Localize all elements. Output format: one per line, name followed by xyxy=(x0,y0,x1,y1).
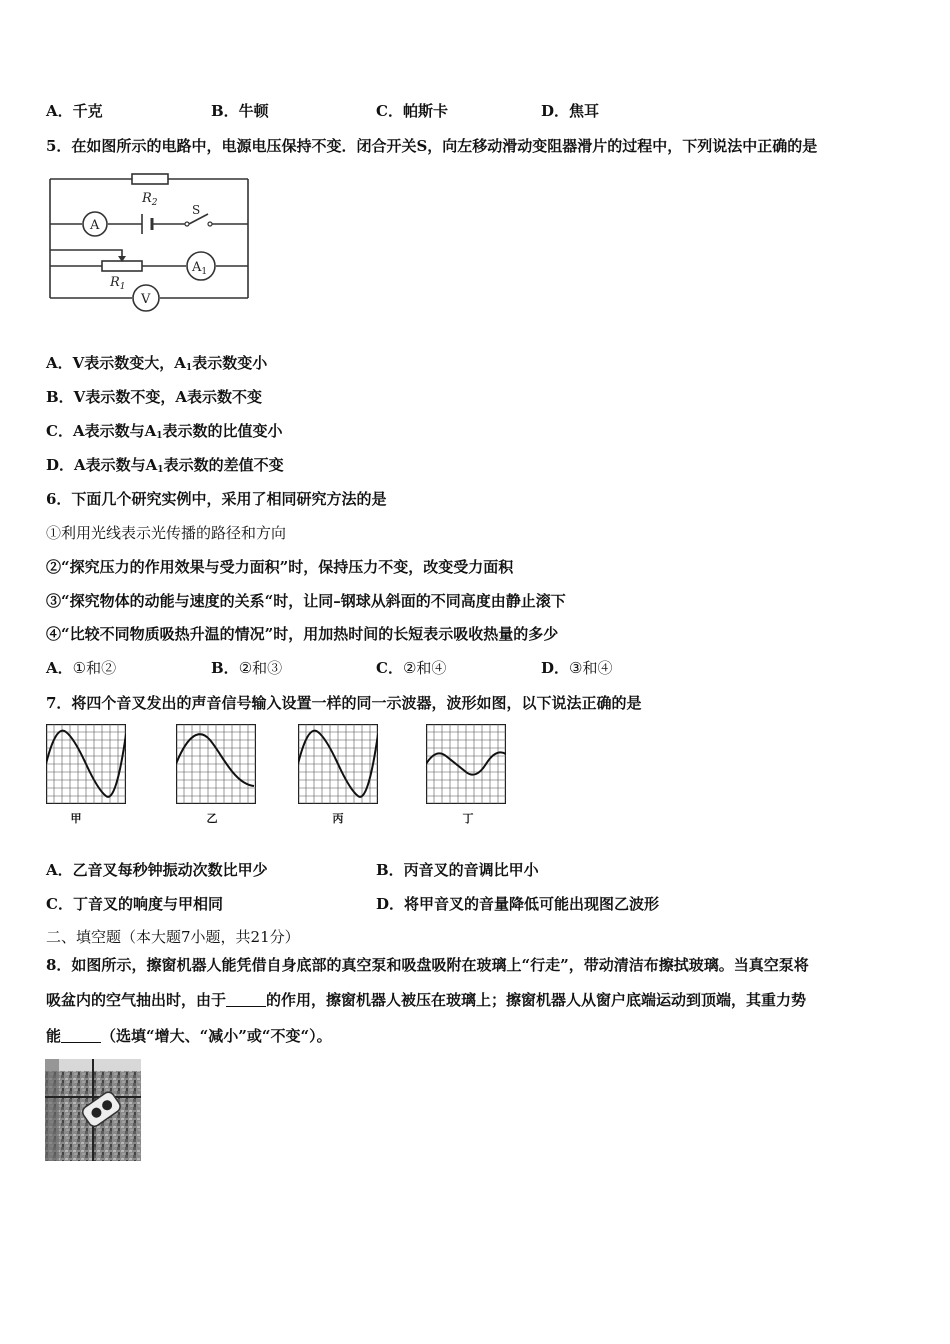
q5-option-b[interactable]: B．V表示数不变，A表示数不变 xyxy=(46,388,262,406)
label-a1: $A_1$ xyxy=(192,260,208,277)
q7-option-b[interactable]: B．丙音叉的音调比甲小 xyxy=(376,861,539,879)
scope-label-bing: 丙 xyxy=(332,812,344,825)
q5-option-c[interactable]: C．A表示数与$A_1$表示数的比值变小 xyxy=(46,422,283,441)
scope-label-jia: 甲 xyxy=(70,812,82,825)
q7-stem: 7．将四个音叉发出的声音信号输入设置一样的同一示波器，波形如图，以下说法正确的是 xyxy=(46,694,642,712)
label-a: A xyxy=(90,218,100,233)
q6-option-a[interactable]: A．①和② xyxy=(46,659,117,677)
q4-option-d[interactable]: D．焦耳 xyxy=(541,102,600,120)
label-s: S xyxy=(192,203,201,217)
q7-option-a[interactable]: A．乙音叉每秒钟振动次数比甲少 xyxy=(46,861,268,879)
section-title-fill-in: 二、填空题（本大题7小题，共21分） xyxy=(46,928,300,946)
q8-blank-2[interactable] xyxy=(61,1028,101,1043)
q6-option-c[interactable]: C．②和④ xyxy=(376,659,447,677)
oscilloscope-bing xyxy=(298,724,378,804)
oscilloscope-jia xyxy=(46,724,126,804)
q6-item-4: ④“比较不同物质吸热升温的情况”时，用加热时间的长短表示吸收热量的多少 xyxy=(46,625,559,643)
q7-option-c[interactable]: C．丁音叉的响度与甲相同 xyxy=(46,895,223,913)
q6-item-2: ②“探究压力的作用效果与受力面积”时，保持压力不变，改变受力面积 xyxy=(46,558,514,576)
q7-option-d[interactable]: D．将甲音叉的音量降低可能出现图乙波形 xyxy=(376,895,660,913)
q4-option-b[interactable]: B．牛顿 xyxy=(211,102,269,120)
q5-option-a[interactable]: A．V表示数变大，$A_1$表示数变小 xyxy=(46,354,268,373)
scope-label-yi: 乙 xyxy=(206,812,218,825)
window-cleaning-robot-photo xyxy=(45,1059,141,1161)
q8-blank-1[interactable] xyxy=(226,992,266,1007)
q6-item-3: ③“探究物体的动能与速度的关系“时，让同–钢球从斜面的不同高度由静止滚下 xyxy=(46,592,566,610)
q6-option-d[interactable]: D．③和④ xyxy=(541,659,613,677)
scope-label-ding: 丁 xyxy=(462,812,474,825)
q6-stem: 6．下面几个研究实例中，采用了相同研究方法的是 xyxy=(46,490,387,508)
q5-stem: 5．在如图所示的电路中，电源电压保持不变．闭合开关S，向左移动滑动变阻器滑片的过程中，下列说法中正确的是 xyxy=(46,137,818,155)
q5-circuit-diagram xyxy=(44,170,256,320)
label-r1: $R_1$ xyxy=(110,275,126,292)
q4-option-a[interactable]: A．千克 xyxy=(46,102,103,120)
oscilloscope-yi xyxy=(176,724,256,804)
label-r2: $R_2$ xyxy=(142,191,158,208)
oscilloscope-ding xyxy=(426,724,506,804)
q6-item-1: ①利用光线表示光传播的路径和方向 xyxy=(46,524,287,542)
q8-line-2: 吸盆内的空气抽出时，由于 的作用，擦窗机器人被压在玻璃上；擦窗机器人从窗户底端运动到顶端，其重力势 xyxy=(46,991,807,1009)
q8-line-1: 8．如图所示，擦窗机器人能凭借自身底部的真空泵和吸盘吸附在玻璃上“行走”，带动清洁布擦拭玻璃。当真空泵将 xyxy=(46,956,809,974)
q6-option-b[interactable]: B．②和③ xyxy=(211,659,283,677)
q8-line-3: 能 （选填“增大、“减小”或“不变“）。 xyxy=(46,1027,332,1045)
q4-option-c[interactable]: C．帕斯卡 xyxy=(376,102,448,120)
label-v: V xyxy=(141,292,151,307)
q5-option-d[interactable]: D．A表示数与$A_1$表示数的差值不变 xyxy=(46,456,284,475)
resistor-r2 xyxy=(132,174,168,184)
rheostat-r1 xyxy=(102,261,142,271)
